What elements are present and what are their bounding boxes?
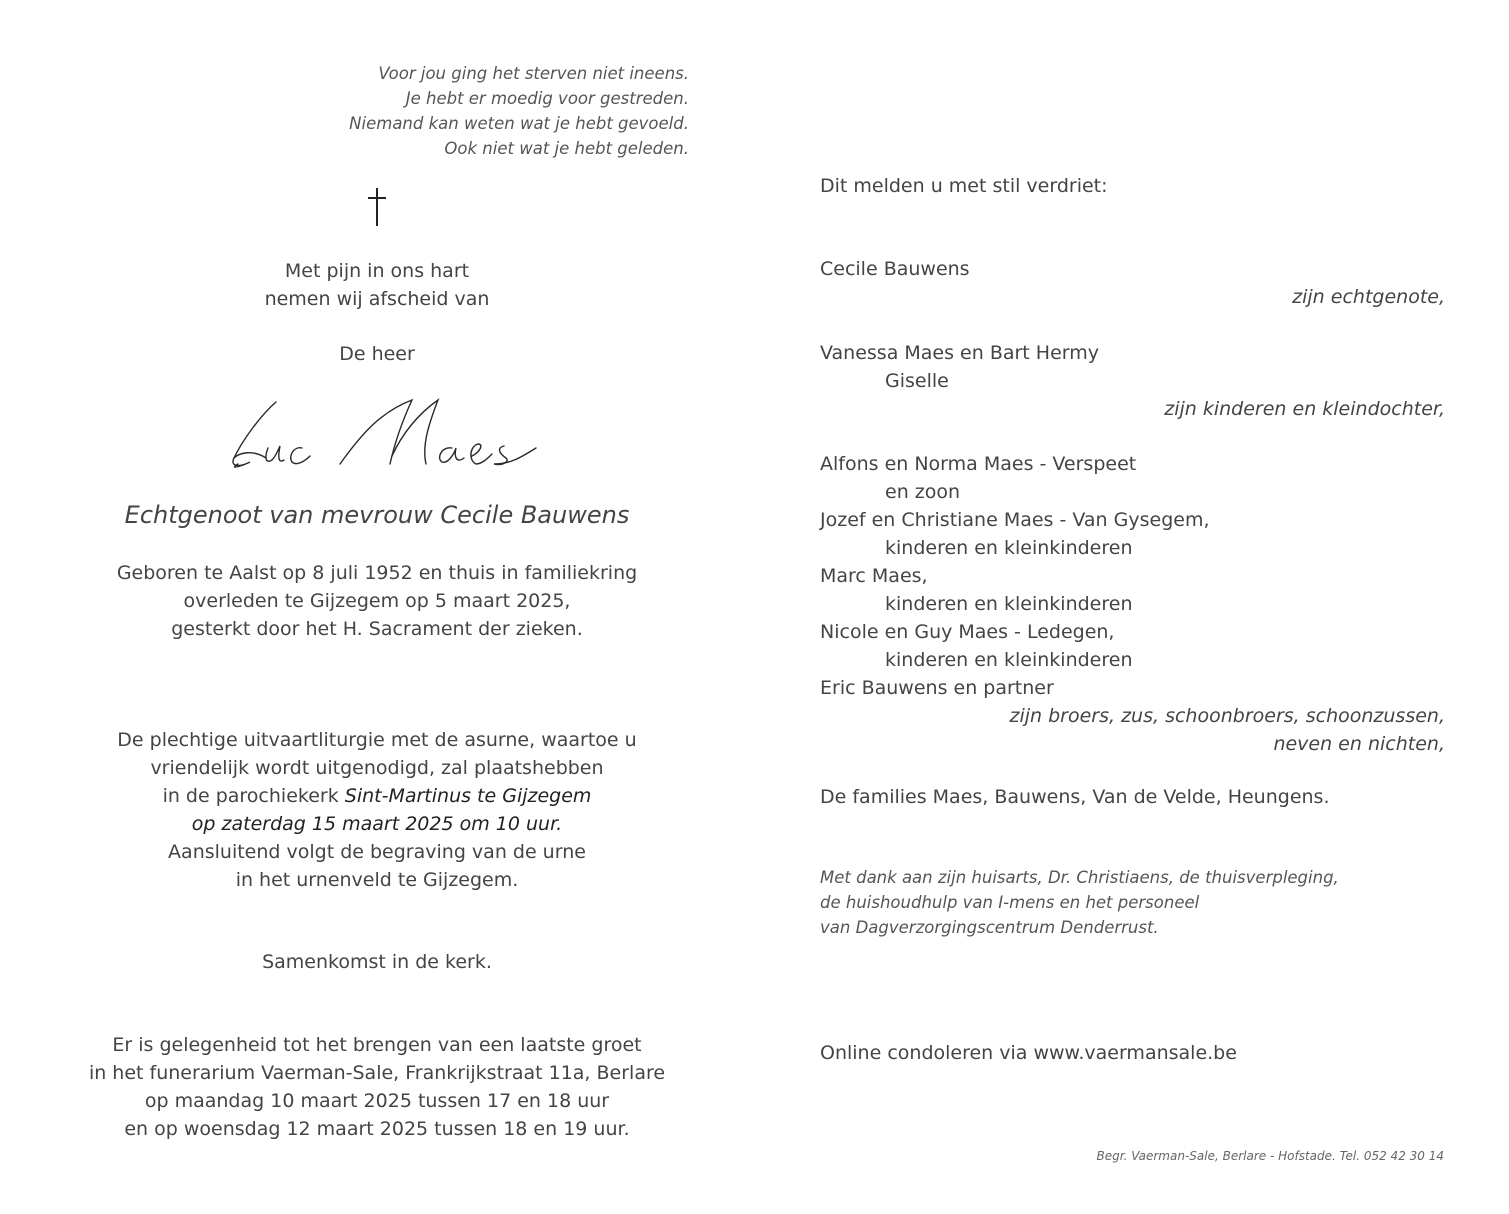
text-line: Met dank aan zijn huisarts, Dr. Christiaens, de thuisverpleging, (820, 868, 1339, 887)
family-name: Vanessa Maes en Bart Hermy (820, 342, 1099, 364)
family-name: Cecile Bauwens (820, 258, 970, 280)
funeral-home-footer: Begr. Vaerman-Sale, Berlare - Hofstade. Tel. 052 42 30 14 (1096, 1149, 1444, 1163)
family-name: Jozef en Christiane Maes - Van Gysegem, (820, 509, 1210, 531)
family-name: Alfons en Norma Maes - Verspeet (820, 453, 1137, 475)
birth-death-details (60, 559, 694, 643)
visitation-details (60, 1031, 694, 1143)
relation-label: zijn broers, zus, schoonbroers, schoonzussen, (1009, 705, 1445, 727)
poem-line: Voor jou ging het sterven niet ineens. (378, 64, 689, 83)
family-name: Eric Bauwens en partner (820, 677, 1054, 699)
announcement-intro: Dit melden u met stil verdriet: (820, 175, 1108, 197)
family-group-siblings (820, 450, 1445, 758)
text-line: De plechtige uitvaartliturgie met de asurne, waartoe u (117, 729, 637, 751)
text-line: van Dagverzorgingscentrum Denderrust. (820, 918, 1159, 937)
family-name: Nicole en Guy Maes - Ledegen, (820, 621, 1115, 643)
family-name: kinderen en kleinkinderen (885, 649, 1133, 671)
relation-label: zijn echtgenote, (1292, 286, 1445, 308)
funeral-details (60, 726, 694, 894)
poem-line: Niemand kan weten wat je hebt gevoeld. (349, 114, 689, 133)
text-line: de huishoudhulp van I-mens en het personeel (820, 893, 1200, 912)
family-name: Giselle (885, 370, 949, 392)
poem-line: Je hebt er moedig voor gestreden. (405, 89, 689, 108)
text-line: Geboren te Aalst op 8 juli 1952 en thuis in familiekring (116, 562, 638, 584)
family-name: kinderen en kleinkinderen (885, 593, 1133, 615)
text-line: Aansluitend volgt de begraving van de urne (168, 841, 586, 863)
relation-label: zijn kinderen en kleindochter, (1164, 398, 1445, 420)
meeting-note: Samenkomst in de kerk. (262, 951, 492, 973)
text-line: in het funerarium Vaerman-Sale, Frankrijkstraat 11a, Berlare (88, 1062, 666, 1084)
family-name: kinderen en kleinkinderen (885, 537, 1133, 559)
text-line: overleden te Gijzegem op 5 maart 2025, (183, 590, 571, 612)
intro-line: Met pijn in ons hart (284, 260, 470, 282)
honorific: De heer (339, 343, 415, 365)
poem (250, 61, 689, 161)
relation-label: neven en nichten, (1273, 733, 1445, 755)
families-line: De families Maes, Bauwens, Van de Velde, Heungens. (820, 786, 1330, 808)
church-name: Sint-Martinus te Gijzegem (344, 785, 592, 807)
text-line: gesterkt door het H. Sacrament der zieken. (171, 618, 583, 640)
family-group-spouse (820, 255, 1445, 311)
poem-line: Ook niet wat je hebt geleden. (444, 139, 689, 158)
text-fragment: in de parochiekerk (162, 785, 345, 807)
text-line: in het urnenveld te Gijzegem. (235, 869, 519, 891)
spouse-line: Echtgenoot van mevrouw Cecile Bauwens (124, 501, 630, 529)
text-line: op maandag 10 maart 2025 tussen 17 en 18 uur (144, 1090, 610, 1112)
intro-line: nemen wij afscheid van (264, 288, 490, 310)
text-line: Er is gelegenheid tot het brengen van een laatste groet (112, 1034, 642, 1056)
text-line: vriendelijk wordt uitgenodigd, zal plaatshebben (150, 757, 604, 779)
thanks-note (820, 865, 1445, 940)
cross-icon (362, 186, 392, 228)
family-name: Marc Maes, (820, 565, 928, 587)
online-condolence: Online condoleren via www.vaermansale.be (820, 1042, 1237, 1064)
text-line: en op woensdag 12 maart 2025 tussen 18 en 19 uur. (124, 1118, 630, 1140)
family-group-children (820, 339, 1445, 423)
deceased-name-signature (180, 386, 570, 478)
funeral-date: op zaterdag 15 maart 2025 om 10 uur. (191, 813, 563, 835)
intro (60, 257, 694, 313)
text-line (60, 782, 694, 810)
family-name: en zoon (885, 481, 961, 503)
